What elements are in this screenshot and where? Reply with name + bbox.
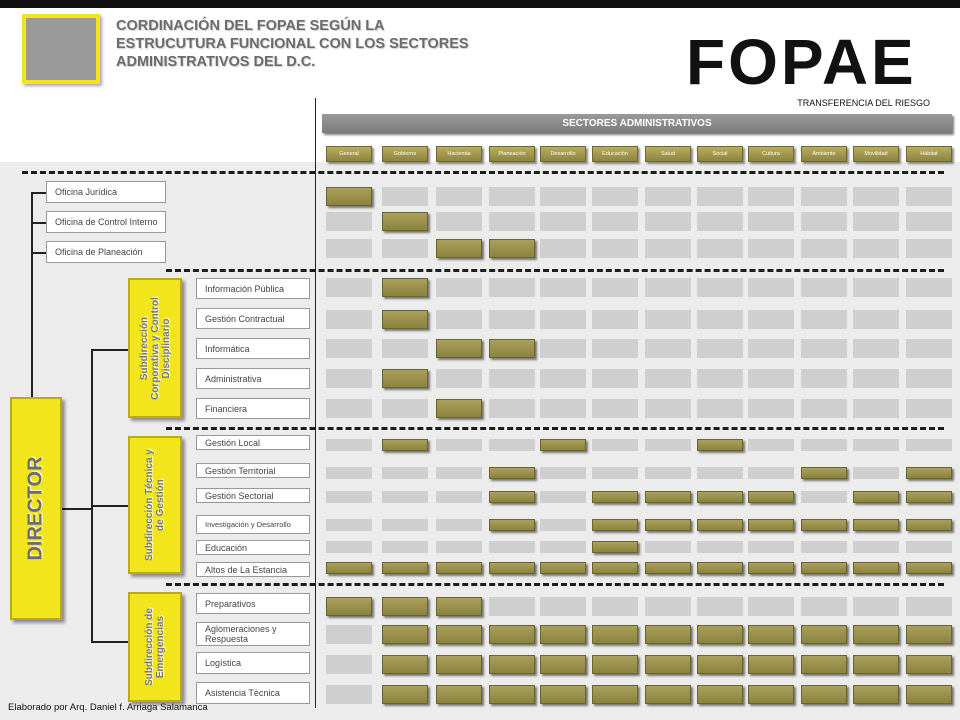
matrix-cell-assigned [801,467,847,479]
matrix-cell-empty [853,399,899,418]
matrix-cell-empty [489,399,535,418]
matrix-cell-assigned [540,562,586,574]
matrix-cell-empty [801,187,847,206]
matrix-cell-empty [540,467,586,479]
matrix-cell-empty [326,655,372,674]
matrix-cell-assigned [489,339,535,358]
matrix-cell-empty [592,187,638,206]
matrix-cell-assigned [697,519,743,531]
matrix-cell-empty [801,399,847,418]
matrix-cell-assigned [801,562,847,574]
matrix-cell-empty [326,399,372,418]
matrix-cell-empty [853,339,899,358]
matrix-cell-empty [801,310,847,329]
matrix-cell-empty [906,310,952,329]
matrix-cell-empty [748,439,794,451]
matrix-cell-empty [853,239,899,258]
matrix-cell-empty [382,339,428,358]
matrix-cell-empty [748,310,794,329]
matrix-cell-empty [592,399,638,418]
matrix-cell-empty [540,239,586,258]
matrix-cell-empty [326,491,372,503]
matrix-cell-empty [592,597,638,616]
matrix-cell-empty [645,439,691,451]
matrix-cell-empty [906,239,952,258]
matrix-cell-empty [853,439,899,451]
matrix-cell-assigned [382,685,428,704]
matrix-cell-empty [489,541,535,553]
matrix-cell-assigned [697,491,743,503]
vertical-divider [315,98,316,708]
matrix-cell-empty [748,467,794,479]
matrix-cell-assigned [382,439,428,451]
matrix-cell-assigned [906,467,952,479]
matrix-cell-empty [645,239,691,258]
connector-branch-vertical [91,349,93,643]
sector-chip: Ambiente [801,146,847,162]
sector-chip: Desarrollo [540,146,586,162]
matrix-cell-empty [645,399,691,418]
matrix-cell-assigned [489,491,535,503]
brand-logo: FOPAE [686,26,917,98]
matrix-cell-assigned [906,655,952,674]
matrix-cell-empty [592,439,638,451]
sector-chip: Planeación [489,146,535,162]
divider-sub1 [166,269,944,272]
matrix-cell-empty [906,597,952,616]
matrix-cell-empty [382,491,428,503]
subdireccion-label-wrap-3 [128,592,182,702]
sector-chip: General [326,146,372,162]
matrix-cell-empty [801,439,847,451]
unit-box: Gestión Local [196,435,310,450]
unit-box: Investigación y Desarrollo [196,515,310,534]
matrix-cell-empty [489,597,535,616]
connector-sub-2 [91,505,128,507]
matrix-cell-assigned [853,655,899,674]
sector-chip: Cultura [748,146,794,162]
matrix-cell-assigned [645,655,691,674]
matrix-cell-empty [592,467,638,479]
matrix-cell-assigned [906,685,952,704]
matrix-cell-assigned [382,625,428,644]
matrix-cell-empty [748,339,794,358]
subdireccion-label-wrap-2 [128,436,182,574]
slide-title: CORDINACIÓN DEL FOPAE SEGÚN LA ESTRUCUTURA FUNCIONAL CON LOS SECTORES ADMINISTRATIVOS DEL D.C. [116,18,469,70]
matrix-cell-empty [801,278,847,297]
matrix-cell-assigned [748,685,794,704]
matrix-cell-assigned [592,655,638,674]
matrix-cell-assigned [382,655,428,674]
matrix-cell-assigned [436,685,482,704]
matrix-cell-assigned [326,562,372,574]
office-box: Oficina de Planeación [46,241,166,263]
matrix-cell-assigned [592,541,638,553]
matrix-cell-empty [853,369,899,388]
matrix-cell-empty [906,439,952,451]
subdireccion-label: Subdirección Técnica y de Gestión [144,449,166,561]
matrix-cell-assigned [540,439,586,451]
matrix-cell-assigned [489,625,535,644]
matrix-cell-empty [326,369,372,388]
unit-box: Gestión Contractual [196,308,310,329]
matrix-cell-empty [853,212,899,231]
matrix-cell-empty [697,310,743,329]
connector-office-3 [31,252,46,254]
matrix-cell-empty [540,491,586,503]
matrix-cell-assigned [436,655,482,674]
top-bar [0,0,960,8]
matrix-cell-empty [326,541,372,553]
matrix-cell-assigned [853,685,899,704]
matrix-cell-empty [697,399,743,418]
connector-sub-3 [91,641,128,643]
matrix-cell-empty [489,310,535,329]
matrix-cell-empty [697,212,743,231]
matrix-cell-empty [801,541,847,553]
subdireccion-label: Subdirección Corporativa y Control Disciplinario [138,296,172,400]
matrix-cell-assigned [906,491,952,503]
subdireccion-label-wrap-1 [128,278,182,418]
matrix-cell-empty [645,187,691,206]
matrix-cell-assigned [697,562,743,574]
matrix-cell-assigned [801,685,847,704]
matrix-cell-empty [592,212,638,231]
matrix-cell-empty [748,239,794,258]
sector-chip: Gobierno [382,146,428,162]
matrix-cell-assigned [748,562,794,574]
matrix-cell-empty [540,597,586,616]
sector-chip: Movilidad [853,146,899,162]
brand-subtitle: TRANSFERENCIA DEL RIESGO [797,98,930,108]
matrix-cell-assigned [645,519,691,531]
unit-box: Aglomeraciones y Respuesta [196,622,310,646]
matrix-cell-empty [436,187,482,206]
unit-box: Información Pública [196,278,310,299]
matrix-cell-empty [748,369,794,388]
matrix-cell-empty [697,369,743,388]
matrix-cell-empty [906,278,952,297]
matrix-cell-empty [436,491,482,503]
matrix-cell-empty [436,310,482,329]
matrix-cell-empty [540,399,586,418]
matrix-cell-empty [540,310,586,329]
matrix-cell-empty [326,625,372,644]
matrix-cell-assigned [540,655,586,674]
matrix-cell-empty [801,212,847,231]
matrix-cell-empty [853,278,899,297]
sectors-header: SECTORES ADMINISTRATIVOS [322,114,952,133]
matrix-cell-empty [592,239,638,258]
matrix-cell-empty [906,339,952,358]
matrix-cell-empty [489,212,535,231]
matrix-cell-empty [540,369,586,388]
matrix-cell-assigned [382,310,428,329]
matrix-cell-empty [906,541,952,553]
matrix-cell-empty [326,439,372,451]
matrix-cell-empty [592,339,638,358]
matrix-cell-assigned [645,685,691,704]
matrix-cell-assigned [382,597,428,616]
matrix-cell-assigned [853,519,899,531]
matrix-cell-empty [801,239,847,258]
unit-box: Altos de La Estancia [196,562,310,577]
footer-credit: Elaborado por Arq. Daniel f. Arriaga Salamanca [8,702,208,713]
matrix-cell-empty [906,187,952,206]
sector-chip: Social [697,146,743,162]
matrix-cell-assigned [801,519,847,531]
matrix-cell-assigned [748,519,794,531]
sector-chip: Salud [645,146,691,162]
matrix-cell-assigned [801,625,847,644]
matrix-cell-empty [436,369,482,388]
matrix-cell-empty [489,187,535,206]
matrix-cell-empty [326,685,372,704]
matrix-cell-empty [436,212,482,231]
matrix-cell-empty [645,467,691,479]
matrix-cell-empty [592,278,638,297]
matrix-cell-assigned [489,239,535,258]
matrix-cell-empty [326,467,372,479]
unit-box: Preparativos [196,593,310,614]
matrix-cell-empty [540,278,586,297]
director-label-wrap [10,397,62,620]
matrix-cell-empty [436,439,482,451]
sector-chip: Educación [592,146,638,162]
matrix-cell-assigned [592,685,638,704]
matrix-cell-empty [382,541,428,553]
matrix-cell-empty [540,187,586,206]
matrix-cell-empty [382,239,428,258]
divider-sub3 [166,583,944,586]
matrix-cell-empty [326,519,372,531]
matrix-cell-assigned [592,519,638,531]
matrix-cell-assigned [645,625,691,644]
matrix-cell-empty [326,310,372,329]
matrix-cell-empty [697,597,743,616]
matrix-cell-empty [853,187,899,206]
matrix-cell-empty [645,339,691,358]
matrix-cell-empty [436,541,482,553]
office-box: Oficina de Control Interno [46,211,166,233]
divider-top [22,171,944,174]
matrix-cell-assigned [382,562,428,574]
matrix-cell-assigned [436,399,482,418]
matrix-cell-assigned [906,519,952,531]
matrix-cell-assigned [326,187,372,206]
matrix-cell-empty [326,339,372,358]
matrix-cell-empty [592,369,638,388]
matrix-cell-assigned [645,491,691,503]
matrix-cell-assigned [326,597,372,616]
matrix-cell-empty [540,519,586,531]
unit-box: Financiera [196,398,310,419]
matrix-cell-empty [540,541,586,553]
matrix-cell-empty [853,597,899,616]
subdireccion-label: Subdirección de Emergencias [144,608,167,686]
matrix-cell-assigned [645,562,691,574]
matrix-cell-assigned [906,625,952,644]
unit-box: Gestión Territorial [196,463,310,478]
unit-box: Administrativa [196,368,310,389]
matrix-cell-assigned [801,655,847,674]
connector-office-1 [31,192,46,194]
matrix-cell-empty [382,399,428,418]
connector-director-branch [62,508,92,510]
matrix-cell-assigned [489,467,535,479]
matrix-cell-empty [748,597,794,616]
matrix-cell-empty [326,212,372,231]
matrix-cell-assigned [906,562,952,574]
matrix-cell-empty [645,369,691,388]
matrix-cell-empty [540,212,586,231]
matrix-cell-assigned [382,369,428,388]
matrix-cell-empty [436,467,482,479]
matrix-cell-empty [697,467,743,479]
logo-square [22,14,100,84]
matrix-cell-empty [697,339,743,358]
matrix-cell-assigned [489,685,535,704]
unit-box: Logística [196,652,310,674]
matrix-cell-assigned [489,519,535,531]
matrix-cell-assigned [748,655,794,674]
matrix-cell-assigned [489,655,535,674]
matrix-cell-empty [906,212,952,231]
matrix-cell-assigned [853,491,899,503]
matrix-cell-empty [801,369,847,388]
matrix-cell-empty [382,519,428,531]
matrix-cell-assigned [592,491,638,503]
matrix-cell-empty [853,541,899,553]
matrix-cell-assigned [853,625,899,644]
matrix-cell-assigned [748,625,794,644]
matrix-cell-empty [489,439,535,451]
matrix-cell-empty [748,278,794,297]
matrix-cell-empty [645,212,691,231]
matrix-cell-empty [326,278,372,297]
matrix-cell-empty [748,541,794,553]
sector-chip: Hábitat [906,146,952,162]
matrix-cell-assigned [697,685,743,704]
matrix-cell-empty [748,187,794,206]
matrix-cell-empty [540,339,586,358]
matrix-cell-assigned [382,212,428,231]
matrix-cell-empty [748,212,794,231]
connector-sub-1 [91,349,128,351]
matrix-cell-empty [645,597,691,616]
matrix-cell-assigned [540,625,586,644]
matrix-cell-assigned [592,562,638,574]
matrix-cell-empty [382,187,428,206]
matrix-cell-empty [748,399,794,418]
matrix-cell-assigned [748,491,794,503]
matrix-cell-assigned [382,278,428,297]
matrix-cell-empty [801,597,847,616]
matrix-cell-empty [436,278,482,297]
matrix-cell-empty [645,541,691,553]
matrix-cell-assigned [697,655,743,674]
matrix-cell-empty [801,491,847,503]
matrix-cell-assigned [540,685,586,704]
matrix-cell-empty [645,278,691,297]
matrix-cell-assigned [436,597,482,616]
matrix-cell-assigned [436,562,482,574]
matrix-cell-assigned [697,625,743,644]
matrix-cell-empty [697,187,743,206]
matrix-cell-empty [801,339,847,358]
office-box: Oficina Jurídica [46,181,166,203]
matrix-cell-assigned [697,439,743,451]
sector-chip: Hacienda [436,146,482,162]
unit-box: Informática [196,338,310,359]
matrix-cell-empty [906,369,952,388]
matrix-cell-empty [853,467,899,479]
matrix-cell-empty [853,310,899,329]
matrix-cell-empty [906,399,952,418]
director-label: DIRECTOR [24,456,47,561]
matrix-cell-empty [382,467,428,479]
matrix-cell-assigned [592,625,638,644]
connector-office-2 [31,222,46,224]
unit-box: Educación [196,540,310,555]
matrix-cell-assigned [436,625,482,644]
matrix-cell-empty [326,239,372,258]
matrix-cell-empty [697,541,743,553]
matrix-cell-assigned [436,239,482,258]
unit-box: Gestión Sectorial [196,488,310,503]
matrix-cell-empty [489,278,535,297]
matrix-cell-empty [489,369,535,388]
matrix-cell-empty [436,519,482,531]
matrix-cell-assigned [853,562,899,574]
divider-sub2 [166,427,944,430]
unit-box: Asistencia Técnica [196,682,310,704]
matrix-cell-empty [592,310,638,329]
matrix-cell-assigned [489,562,535,574]
matrix-cell-empty [645,310,691,329]
matrix-cell-empty [697,278,743,297]
matrix-cell-assigned [436,339,482,358]
matrix-cell-empty [697,239,743,258]
